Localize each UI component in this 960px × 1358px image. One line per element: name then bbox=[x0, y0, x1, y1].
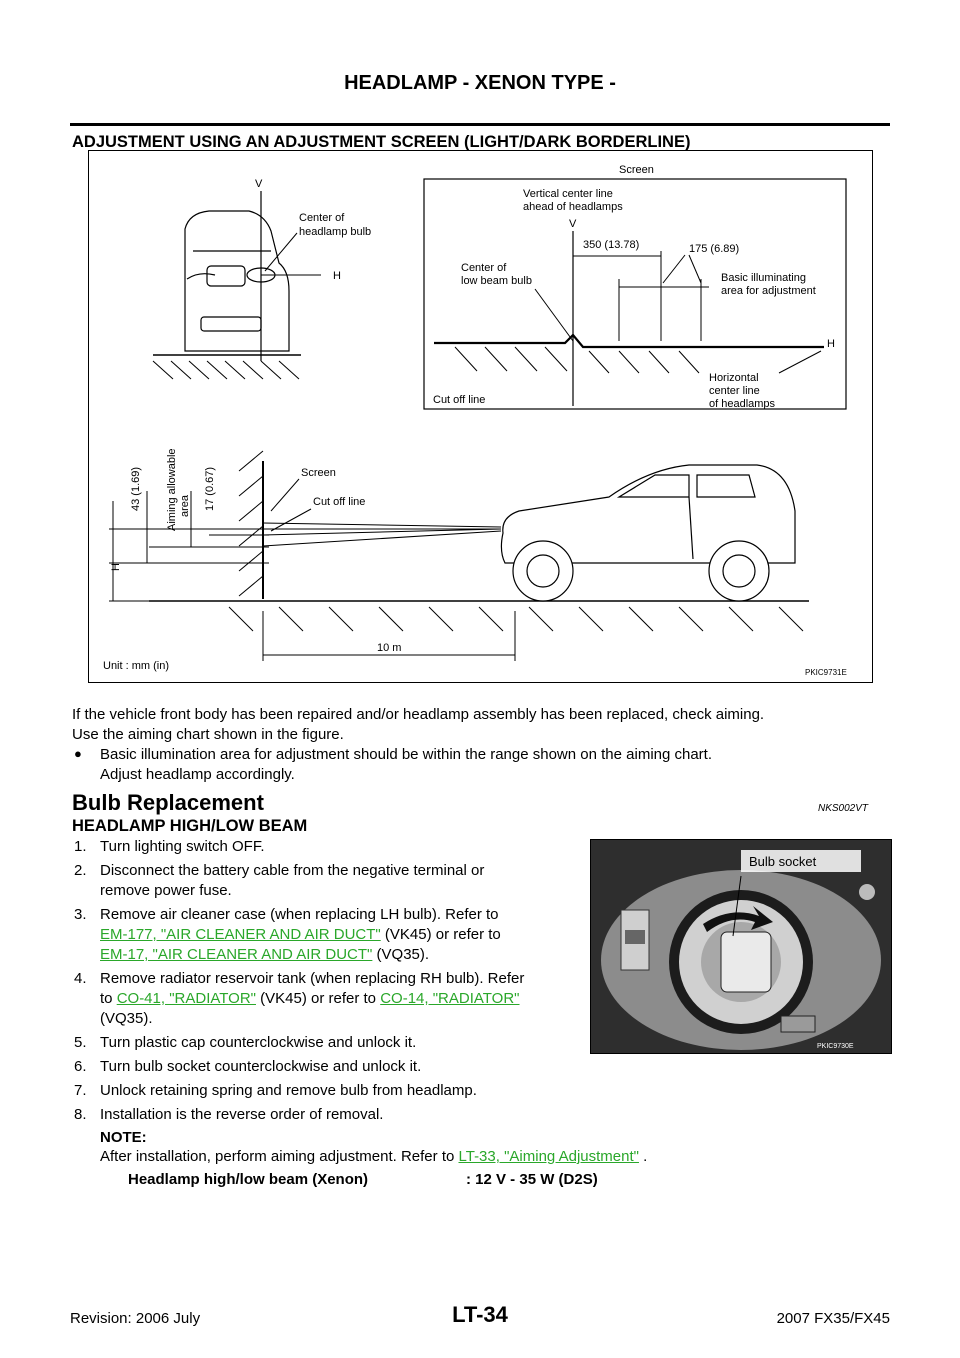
bulb-socket-figure bbox=[590, 839, 892, 1054]
basic-area-1: Basic illuminating bbox=[721, 272, 806, 284]
intro-line-1: If the vehicle front body has been repaired and/or headlamp assembly has been replaced, check aiming. bbox=[72, 706, 765, 723]
aiming-2: area bbox=[179, 494, 191, 517]
spec-name: Headlamp high/low beam (Xenon) bbox=[128, 1171, 369, 1188]
link-lt-33[interactable]: LT-33, "Aiming Adjustment" bbox=[458, 1148, 639, 1165]
page-title: HEADLAMP - XENON TYPE - bbox=[344, 72, 616, 94]
footer-revision: Revision: 2006 July bbox=[70, 1310, 201, 1327]
suv-side-shape bbox=[501, 465, 795, 601]
label-h3: H bbox=[110, 563, 122, 571]
link-co-14[interactable]: CO-14, "RADIATOR" bbox=[380, 990, 520, 1007]
bullet-line-1: Basic illumination area for adjustment should be within the range shown on the aiming chart. bbox=[100, 746, 713, 763]
note-text: After installation, perform aiming adjustment. Refer to LT-33, "Aiming Adjustment" . bbox=[100, 1148, 648, 1165]
step-2: 2. Disconnect the battery cable from the negative terminal or bbox=[74, 862, 485, 879]
cut-off-1: Cut off line bbox=[433, 394, 486, 406]
step-8: 8. Installation is the reverse order of removal. bbox=[74, 1106, 384, 1123]
spec-value: : 12 V - 35 W (D2S) bbox=[466, 1171, 598, 1188]
cut-off-2: Cut off line bbox=[313, 496, 366, 508]
bullet-icon: ● bbox=[74, 746, 82, 761]
vert-center-1: Vertical center line bbox=[523, 188, 613, 200]
note-label: NOTE: bbox=[100, 1129, 147, 1146]
bulb-socket-photo bbox=[591, 840, 891, 1053]
screen-2: Screen bbox=[301, 467, 336, 479]
label-v2: V bbox=[569, 218, 577, 230]
link-em-17[interactable]: EM-17, "AIR CLEANER AND AIR DUCT" bbox=[100, 946, 373, 963]
low-beam-2: low beam bulb bbox=[461, 275, 532, 287]
section-code: NKS002VT bbox=[818, 803, 869, 814]
cut-off-line-shape bbox=[434, 335, 824, 347]
unit-label: Unit : mm (in) bbox=[103, 660, 169, 672]
footer-model: 2007 FX35/FX45 bbox=[776, 1310, 890, 1327]
dim-17: 17 (0.67) bbox=[204, 466, 216, 511]
label-h2: H bbox=[827, 338, 835, 350]
link-em-177[interactable]: EM-177, "AIR CLEANER AND AIR DUCT" bbox=[100, 926, 381, 943]
dim-350: 350 (13.78) bbox=[583, 239, 640, 251]
headlamp-subheading: HEADLAMP HIGH/LOW BEAM bbox=[72, 817, 308, 835]
vert-center-2: ahead of headlamps bbox=[523, 201, 623, 213]
aiming-chart-figure bbox=[88, 150, 873, 683]
label-v1: V bbox=[255, 178, 263, 190]
vehicle-front-outline bbox=[185, 211, 289, 351]
step-3: 3. Remove air cleaner case (when replacing LH bulb). Refer to bbox=[74, 906, 499, 923]
bullet-line-2: Adjust headlamp accordingly. bbox=[100, 766, 295, 783]
bulb-socket-label: Bulb socket bbox=[749, 854, 817, 869]
aiming-chart-svg bbox=[89, 151, 872, 682]
low-beam-1: Center of bbox=[461, 262, 507, 274]
horizontal-1: Horizontal bbox=[709, 372, 759, 384]
step-1: 1. Turn lighting switch OFF. bbox=[74, 838, 265, 855]
fig1-code: PKIC9731E bbox=[805, 668, 847, 677]
step-6: 6. Turn bulb socket counterclockwise and unlock it. bbox=[74, 1058, 422, 1075]
label-center-bulb-1: Center of bbox=[299, 212, 345, 224]
page-number: LT-34 bbox=[452, 1302, 508, 1327]
dist-10m: 10 m bbox=[377, 642, 402, 654]
step-4: 4. Remove radiator reservoir tank (when replacing RH bulb). Refer bbox=[74, 970, 525, 987]
fig2-code: PKIC9730E bbox=[817, 1043, 854, 1050]
link-co-41[interactable]: CO-41, "RADIATOR" bbox=[116, 990, 256, 1007]
label-h1: H bbox=[333, 270, 341, 282]
label-center-bulb-2: headlamp bulb bbox=[299, 226, 372, 238]
horizontal-3: of headlamps bbox=[709, 398, 776, 410]
section-heading: ADJUSTMENT USING AN ADJUSTMENT SCREEN (LIGHT/DARK BORDERLINE) bbox=[72, 133, 691, 151]
title-rule bbox=[70, 123, 890, 126]
screen-title: Screen bbox=[619, 164, 654, 176]
horizontal-2: center line bbox=[709, 385, 760, 397]
aiming-1: Aiming allowable bbox=[166, 448, 178, 531]
step-5: 5. Turn plastic cap counterclockwise and unlock it. bbox=[74, 1034, 417, 1051]
bulb-replacement-heading: Bulb Replacement bbox=[72, 790, 264, 815]
dim-43: 43 (1.69) bbox=[130, 466, 142, 511]
step-7: 7. Unlock retaining spring and remove bulb from headlamp. bbox=[74, 1082, 477, 1099]
basic-area-2: area for adjustment bbox=[721, 285, 816, 297]
intro-line-2: Use the aiming chart shown in the figure. bbox=[72, 726, 344, 743]
dim-175: 175 (6.89) bbox=[689, 243, 740, 255]
